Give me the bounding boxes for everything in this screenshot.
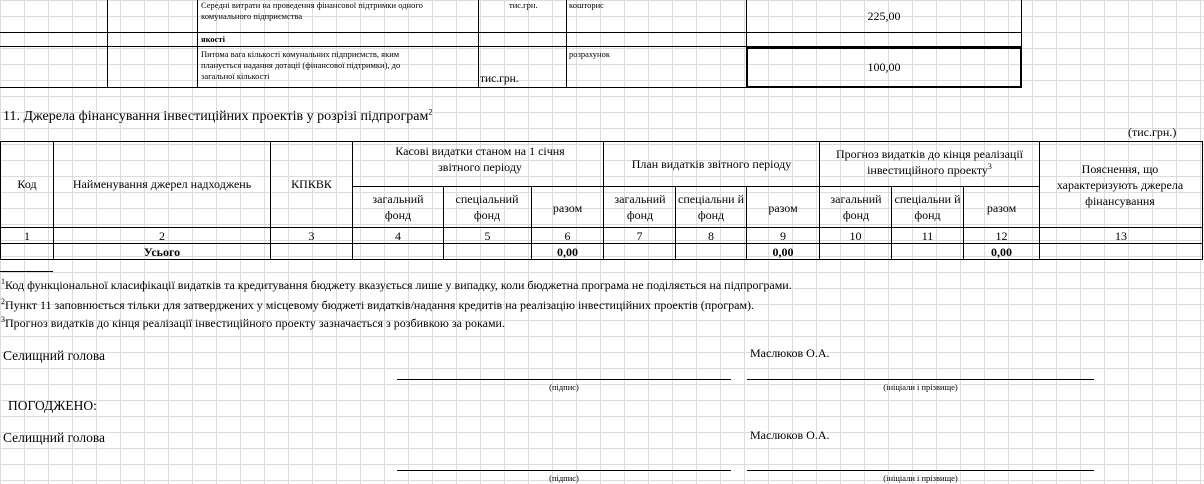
subheader-special-fund: спеціальни й фонд bbox=[678, 192, 744, 222]
column-number: 11 bbox=[921, 229, 934, 243]
footnote-separator bbox=[0, 271, 53, 272]
footnote-text: Код функціональної класифікації видатків та кредитування бюджету вказується лише у випадку, коли бюджетна програма не поділяється на підпрограми. bbox=[5, 278, 792, 292]
header-cash-expenses: Касові видатки станом на 1 січня звітного періоду bbox=[395, 144, 565, 174]
footnote-text: Прогноз видатків до кінця реалізації інвестиційного проекту зазначається з розбивкою за роками. bbox=[5, 316, 505, 330]
column-number: 4 bbox=[395, 229, 401, 243]
column-number: 5 bbox=[484, 229, 491, 243]
column-number: 1 bbox=[24, 229, 30, 243]
section-title-footnote-mark: 2 bbox=[428, 107, 433, 117]
signature-position: Селищний голова bbox=[3, 430, 106, 445]
name-line bbox=[747, 470, 1094, 471]
name-line bbox=[747, 379, 1094, 380]
footnote-mark: 2 bbox=[1, 297, 5, 306]
signatory-name: Маслюков О.А. bbox=[750, 346, 830, 360]
section-title-text: 11. Джерела фінансування інвестиційних проектів у розрізі підпрограм bbox=[3, 109, 429, 124]
signature-caption: (підпис) bbox=[549, 382, 579, 392]
name-caption: (ініціали і прізвище) bbox=[883, 382, 958, 392]
signature-line bbox=[397, 470, 731, 471]
footnote bbox=[1, 297, 754, 313]
unit-note: (тис.грн.) bbox=[1128, 125, 1177, 139]
indicator-source: кошторис bbox=[569, 0, 604, 10]
indicator-source: розрахунок bbox=[569, 49, 610, 59]
subheader-general-fund: загальний фонд bbox=[830, 192, 882, 222]
indicator-label: Середні витрати на проведення фінансової підтримки одного комунального підприємства bbox=[201, 0, 423, 21]
indicator-value: 225,00 bbox=[867, 9, 901, 23]
column-number: 10 bbox=[849, 229, 862, 243]
subheader-general-fund: загальний фонд bbox=[614, 192, 666, 222]
header-forecast-footnote-mark: 3 bbox=[987, 162, 992, 171]
column-number: 9 bbox=[780, 229, 786, 243]
subheader-total: разом bbox=[552, 201, 583, 215]
total-plan: 0,00 bbox=[772, 245, 794, 259]
subheader-special-fund: спеціальний фонд bbox=[455, 192, 519, 222]
header-forecast bbox=[820, 146, 1039, 178]
signature-line bbox=[397, 379, 731, 380]
name-caption: (ініціали і прізвище) bbox=[883, 473, 958, 483]
total-forecast: 0,00 bbox=[991, 245, 1012, 259]
footnote bbox=[1, 277, 792, 293]
indicator-group-label: якості bbox=[201, 34, 225, 44]
total-row-label: Усього bbox=[143, 245, 181, 259]
total-cash: 0,00 bbox=[557, 245, 578, 259]
indicator-unit: тис.грн. bbox=[480, 73, 519, 85]
header-source-name: Найменування джерел надходжень bbox=[72, 177, 252, 191]
subheader-general-fund: загальний фонд bbox=[372, 192, 424, 222]
agreed-label: ПОГОДЖЕНО: bbox=[8, 398, 97, 413]
header-forecast-text: Прогноз видатків до кінця реалізації інвестиційного проекту bbox=[835, 147, 1024, 177]
header-code: Код bbox=[17, 177, 37, 191]
subheader-total: разом bbox=[986, 201, 1017, 215]
column-number: 2 bbox=[159, 229, 165, 243]
column-number: 3 bbox=[308, 229, 315, 243]
indicator-value: 100,00 bbox=[867, 60, 901, 74]
subheader-special-fund: спеціальни й фонд bbox=[894, 192, 961, 222]
section-title bbox=[3, 108, 432, 126]
footnote-mark: 3 bbox=[1, 315, 5, 324]
signature-caption: (підпис) bbox=[549, 473, 579, 483]
footnote-mark: 1 bbox=[1, 277, 5, 286]
header-plan-expenses: План видатків звітного періоду bbox=[631, 157, 792, 171]
header-kpkvk: КПКВК bbox=[291, 177, 332, 191]
column-number: 7 bbox=[636, 229, 643, 243]
subheader-total: разом bbox=[768, 201, 798, 215]
footnote bbox=[1, 315, 505, 331]
header-explanation: Пояснення, що характеризують джерела фінансування bbox=[1056, 162, 1184, 208]
signatory-name: Маслюков О.А. bbox=[750, 428, 830, 442]
column-number: 8 bbox=[708, 229, 714, 243]
indicator-label: Питома вага кількості комунальних підприємств, яким планується надання дотації (фінансової підтримки), до загальної кількості bbox=[201, 49, 401, 81]
footnote-text: Пункт 11 заповнюється тільки для затверджених у місцевому бюджеті видатків/надання кредитів на реалізацію інвестиційних проектів (програм). bbox=[5, 298, 755, 312]
column-number: 12 bbox=[995, 229, 1008, 243]
column-number: 13 bbox=[1115, 229, 1127, 243]
column-number: 6 bbox=[564, 229, 571, 243]
indicator-unit: тис.грн. bbox=[509, 0, 538, 10]
signature-position: Селищний голова bbox=[3, 348, 106, 363]
